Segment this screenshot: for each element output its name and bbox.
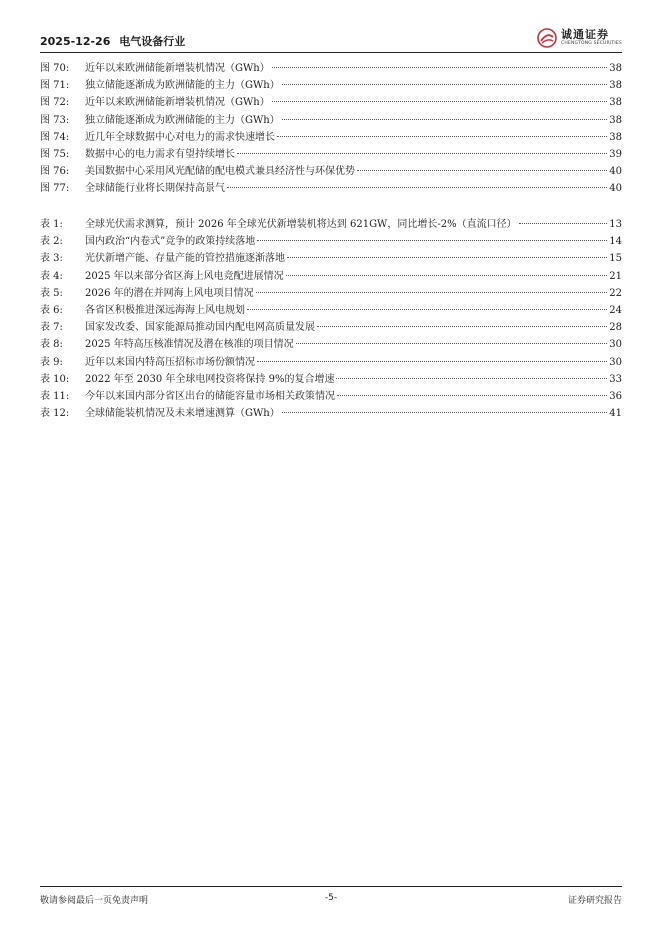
dot-leader: [237, 153, 607, 154]
dot-leader: [272, 101, 608, 102]
figure-entry[interactable]: [40, 180, 622, 197]
entry-number: 表 11:: [40, 390, 70, 402]
entry-title: 独立储能逐渐成为欧洲储能的主力（GWh）: [85, 114, 280, 126]
entry-number: 表 10:: [40, 373, 70, 385]
entry-title: 全球储能行业将长期保持高景气: [85, 183, 225, 195]
figure-entry[interactable]: [40, 163, 622, 180]
dot-leader: [282, 119, 608, 120]
dot-leader: [317, 326, 607, 327]
entry-page: 14: [609, 236, 622, 248]
table-entry[interactable]: [40, 250, 622, 267]
entry-title: 国家发改委、国家能源局推动国内配电网高质量发展: [85, 322, 315, 334]
entry-number: 表 2:: [40, 236, 63, 248]
entry-number: 表 8:: [40, 339, 63, 351]
dot-leader: [336, 378, 607, 379]
logo-mark-icon: [537, 28, 557, 48]
table-entry[interactable]: [40, 336, 622, 353]
page-header: [40, 30, 622, 53]
entry-page: 33: [609, 373, 622, 385]
figure-entry[interactable]: [40, 146, 622, 163]
entry-number: 表 5:: [40, 287, 63, 299]
entry-title: 各省区积极推进深远海海上风电规划: [85, 304, 245, 316]
entry-number: 表 3:: [40, 253, 63, 265]
report-date: 2025-12-26: [40, 35, 111, 48]
dot-leader: [277, 136, 607, 137]
entry-number: 表 1:: [40, 219, 63, 230]
table-entry[interactable]: [40, 354, 622, 371]
entry-number: 图 72:: [40, 97, 70, 109]
entry-page: 38: [609, 80, 622, 92]
dot-leader: [282, 84, 608, 85]
table-list: [40, 216, 622, 422]
page-number: -5-: [324, 893, 338, 903]
dot-leader: [282, 412, 608, 413]
table-entry[interactable]: [40, 302, 622, 319]
header-info: [40, 33, 190, 49]
entry-title: 独立储能逐渐成为欧洲储能的主力（GWh）: [85, 80, 280, 92]
entry-number: 图 76:: [40, 166, 70, 178]
entry-number: 图 70:: [40, 63, 70, 74]
logo-english-name: CHENGTONG SECURITIES: [560, 41, 622, 47]
entry-title: 近年以来国内特高压招标市场份额情况: [85, 356, 255, 368]
entry-title: 2026 年的潜在并网海上风电项目情况: [85, 287, 254, 299]
disclaimer-note: 敬请参阅最后一页免责声明: [40, 896, 149, 906]
entry-title: 近年以来欧洲储能新增装机情况（GWh）: [85, 63, 270, 74]
dot-leader: [257, 361, 607, 362]
logo-chinese-name: 诚通证券: [560, 28, 609, 42]
page-footer: [40, 886, 622, 907]
entry-title: 近年以来欧洲储能新增装机情况（GWh）: [85, 97, 270, 109]
entry-number: 图 74:: [40, 131, 70, 143]
dot-leader: [257, 240, 607, 241]
entry-page: 22: [609, 287, 622, 299]
table-entry[interactable]: [40, 233, 622, 250]
entry-page: 41: [609, 408, 622, 420]
entry-number: 表 6:: [40, 304, 63, 316]
figure-entry[interactable]: [40, 112, 622, 129]
entry-number: 表 7:: [40, 322, 63, 334]
entry-page: 38: [609, 63, 622, 74]
entry-page: 30: [609, 339, 622, 351]
entry-title: 近几年全球数据中心对电力的需求快速增长: [85, 131, 275, 143]
dot-leader: [286, 275, 608, 276]
dot-leader: [337, 395, 607, 396]
entry-number: 图 71:: [40, 80, 70, 92]
figure-entry[interactable]: [40, 77, 622, 94]
entry-number: 表 12:: [40, 408, 70, 420]
entry-page: 38: [609, 131, 622, 143]
entry-page: 28: [609, 322, 622, 334]
entry-page: 38: [609, 97, 622, 109]
figure-entry[interactable]: [40, 129, 622, 146]
entry-title: 光伏新增产能、存量产能的管控措施逐渐落地: [85, 253, 285, 265]
dot-leader: [247, 309, 607, 310]
figure-entry[interactable]: [40, 94, 622, 111]
entry-number: 表 4:: [40, 270, 63, 282]
entry-page: 38: [609, 114, 622, 126]
entry-title: 2025 年以来部分省区海上风电竞配进展情况: [85, 270, 284, 282]
dot-leader: [256, 292, 608, 293]
dot-leader: [272, 67, 608, 68]
entry-title: 全球光伏需求测算，预计 2026 年全球光伏新增装机将达到 621GW，同比增长-2%（直流口径）: [85, 219, 517, 230]
entry-title: 美国数据中心采用风光配储的配电模式兼具经济性与环保优势: [85, 166, 355, 178]
entry-number: 图 75:: [40, 148, 70, 160]
entry-title: 2025 年特高压核准情况及潜在核准的项目情况: [85, 339, 294, 351]
entry-page: 39: [609, 148, 622, 160]
dot-leader: [227, 187, 607, 188]
dot-leader: [519, 223, 608, 224]
entry-page: 21: [609, 270, 622, 282]
figure-list: [40, 60, 622, 198]
entry-number: 图 77:: [40, 183, 70, 195]
entry-page: 40: [609, 183, 622, 195]
entry-title: 全球储能装机情况及未来增速测算（GWh）: [85, 408, 280, 420]
entry-page: 36: [609, 390, 622, 402]
dot-leader: [296, 343, 608, 344]
table-entry[interactable]: [40, 268, 622, 285]
table-entry[interactable]: [40, 216, 622, 233]
table-entry[interactable]: [40, 388, 622, 405]
entry-page: 24: [609, 304, 622, 316]
dot-leader: [357, 170, 607, 171]
company-logo: [537, 26, 622, 50]
figure-entry[interactable]: [40, 60, 622, 77]
industry-name: 电气设备行业: [119, 35, 186, 48]
dot-leader: [287, 257, 607, 258]
entry-page: 40: [609, 166, 622, 178]
entry-page: 30: [609, 356, 622, 368]
entry-title: 数据中心的电力需求有望持续增长: [85, 148, 235, 160]
table-entry[interactable]: [40, 285, 622, 302]
entry-title: 国内政治“内卷式”竞争的政策持续落地: [85, 236, 256, 248]
entry-number: 图 73:: [40, 114, 70, 126]
entry-title: 今年以来国内部分省区出台的储能容量市场相关政策情况: [85, 390, 335, 402]
report-type: 证券研究报告: [567, 896, 622, 906]
table-entry[interactable]: [40, 319, 622, 336]
entry-page: 15: [609, 253, 622, 265]
entry-page: 13: [609, 219, 622, 230]
entry-title: 2022 年至 2030 年全球电网投资将保持 9%的复合增速: [85, 373, 335, 385]
table-entry[interactable]: [40, 371, 622, 388]
entry-number: 表 9:: [40, 356, 63, 368]
table-entry[interactable]: [40, 405, 622, 422]
